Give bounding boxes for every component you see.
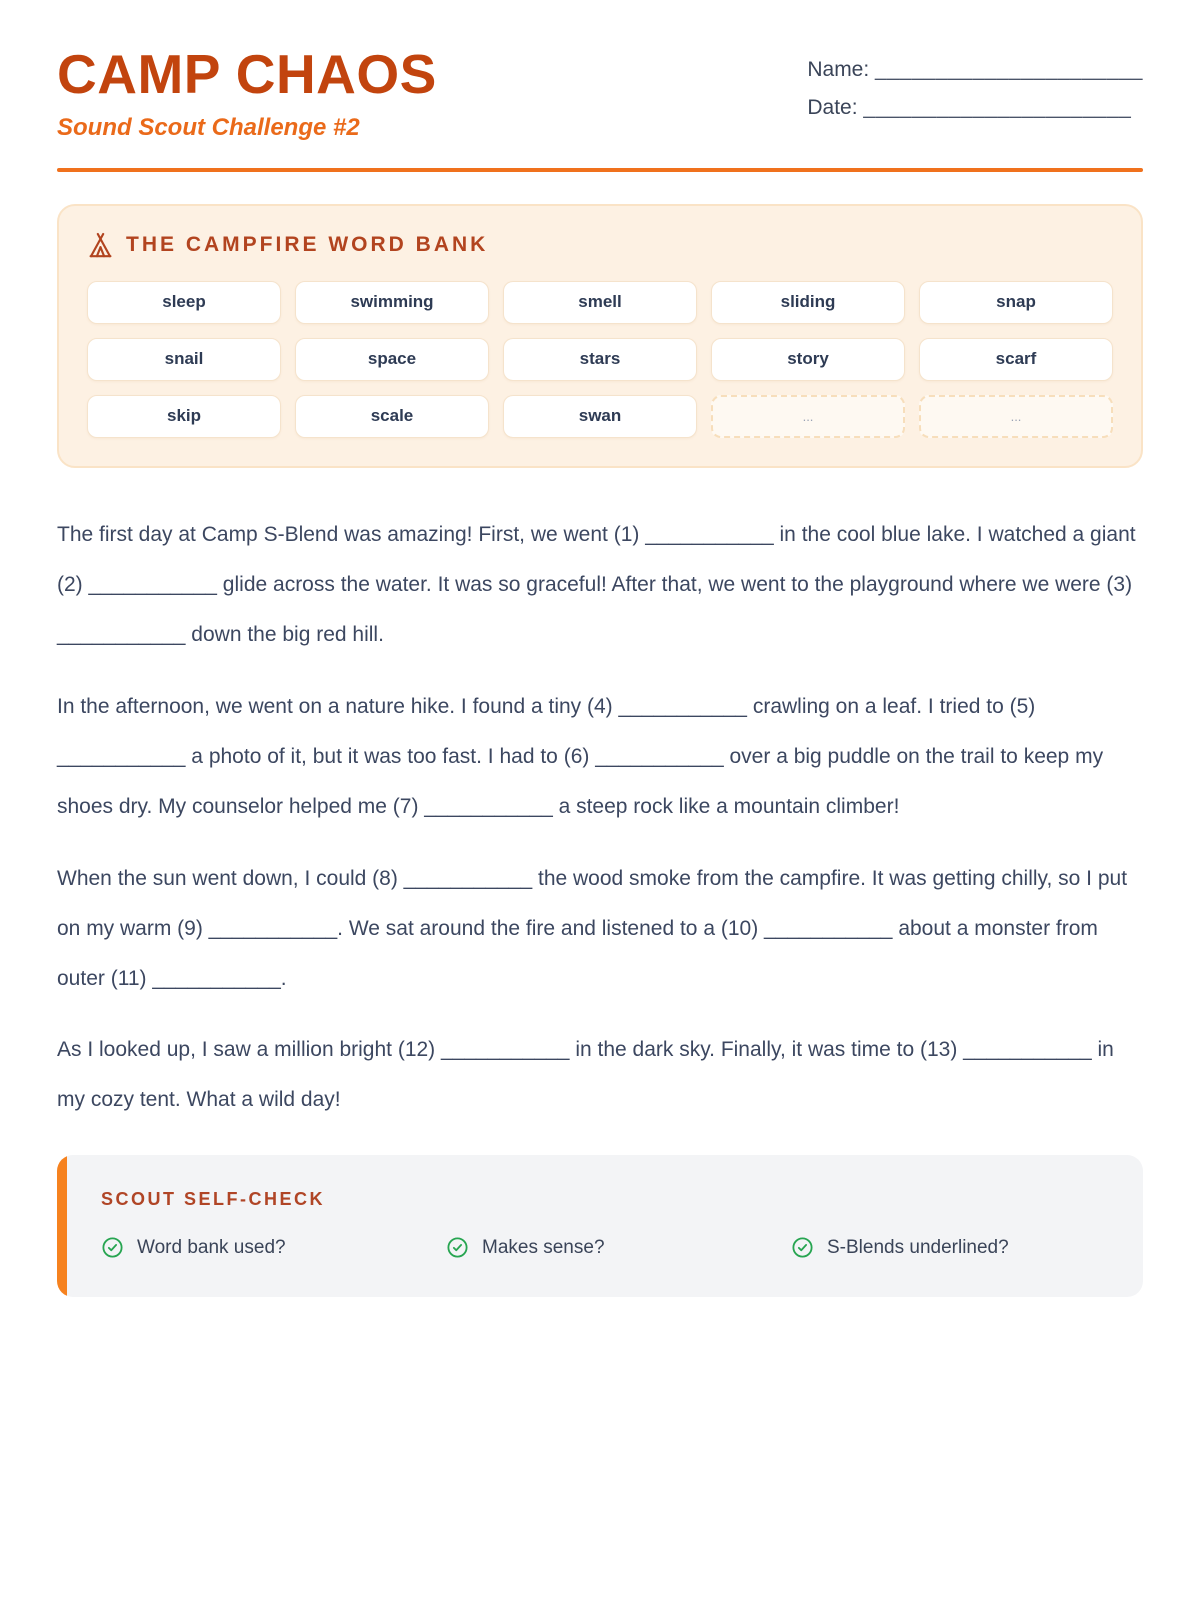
circle-check-icon: [791, 1236, 814, 1259]
word-bank-grid: [87, 281, 1113, 438]
tent-icon: [87, 232, 114, 259]
word-bank-title: THE CAMPFIRE WORD BANK: [126, 233, 489, 257]
word-chip: smell: [503, 281, 697, 324]
self-check-item-label: Word bank used?: [137, 1236, 286, 1258]
name-row: [807, 58, 1143, 82]
word-chip: snap: [919, 281, 1113, 324]
word-chip: sleep: [87, 281, 281, 324]
word-chip: stars: [503, 338, 697, 381]
word-bank-card: [57, 204, 1143, 468]
word-chip: sliding: [711, 281, 905, 324]
self-check-accent-bar: [57, 1155, 67, 1297]
self-check-items: [101, 1236, 1103, 1259]
word-chip: skip: [87, 395, 281, 438]
word-bank-header: [87, 232, 1113, 259]
empty-word-slot: ...: [919, 395, 1113, 438]
word-chip: swimming: [295, 281, 489, 324]
word-chip: space: [295, 338, 489, 381]
self-check-title: SCOUT SELF-CHECK: [101, 1189, 325, 1210]
date-row: [807, 96, 1143, 120]
self-check-card: [57, 1155, 1143, 1297]
word-chip: story: [711, 338, 905, 381]
story-paragraph: As I looked up, I saw a million bright (12) ___________ in the dark sky. Finally, it was time to (13) ___________ in my cozy tent. What a wild day!: [57, 1038, 1114, 1112]
word-chip: scarf: [919, 338, 1113, 381]
story-paragraph: In the afternoon, we went on a nature hike. I found a tiny (4) ___________ crawling on a leaf. I tried to (5) ___________ a photo of it, but it was too fast. I had to (6) ___________ over a big puddle on the trail to keep my shoes dry. My counselor helped me (7) ___________ a steep rock like a mountain climber!: [57, 694, 1104, 818]
page-subtitle: Sound Scout Challenge #2: [57, 113, 360, 141]
word-chip: snail: [87, 338, 281, 381]
story-text: [57, 510, 1143, 1126]
self-check-item-label: S-Blends underlined?: [827, 1236, 1009, 1258]
header-divider: [57, 168, 1143, 172]
self-check-body: [67, 1155, 1143, 1297]
self-check-item-label: Makes sense?: [482, 1236, 605, 1258]
name-fill-line: ______________________: [875, 58, 1143, 81]
title-block: [57, 43, 437, 142]
circle-check-icon: [446, 1236, 469, 1259]
date-fill-line: ______________________: [863, 96, 1132, 119]
page-title: CAMP CHAOS: [57, 43, 437, 105]
word-chip: swan: [503, 395, 697, 438]
name-date-block: [807, 46, 1143, 134]
self-check-item: [101, 1236, 446, 1259]
header: [57, 43, 1143, 142]
empty-word-slot: ...: [711, 395, 905, 438]
self-check-item: [446, 1236, 791, 1259]
story-paragraph: When the sun went down, I could (8) ___________ the wood smoke from the campfire. It was getting chilly, so I put on my warm (9) ___________. We sat around the fire and listened to a (10) ___________ about a monster from outer (11) ___________.: [57, 866, 1128, 990]
date-label: Date:: [807, 96, 858, 119]
word-chip: scale: [295, 395, 489, 438]
self-check-item: [791, 1236, 1103, 1259]
circle-check-icon: [101, 1236, 124, 1259]
story-paragraph: The first day at Camp S-Blend was amazing! First, we went (1) ___________ in the cool blue lake. I watched a giant (2) ___________ glide across the water. It was so graceful! After that, we went to the playground where we were (3) ___________ down the big red hill.: [57, 522, 1136, 646]
name-label: Name:: [807, 58, 870, 81]
